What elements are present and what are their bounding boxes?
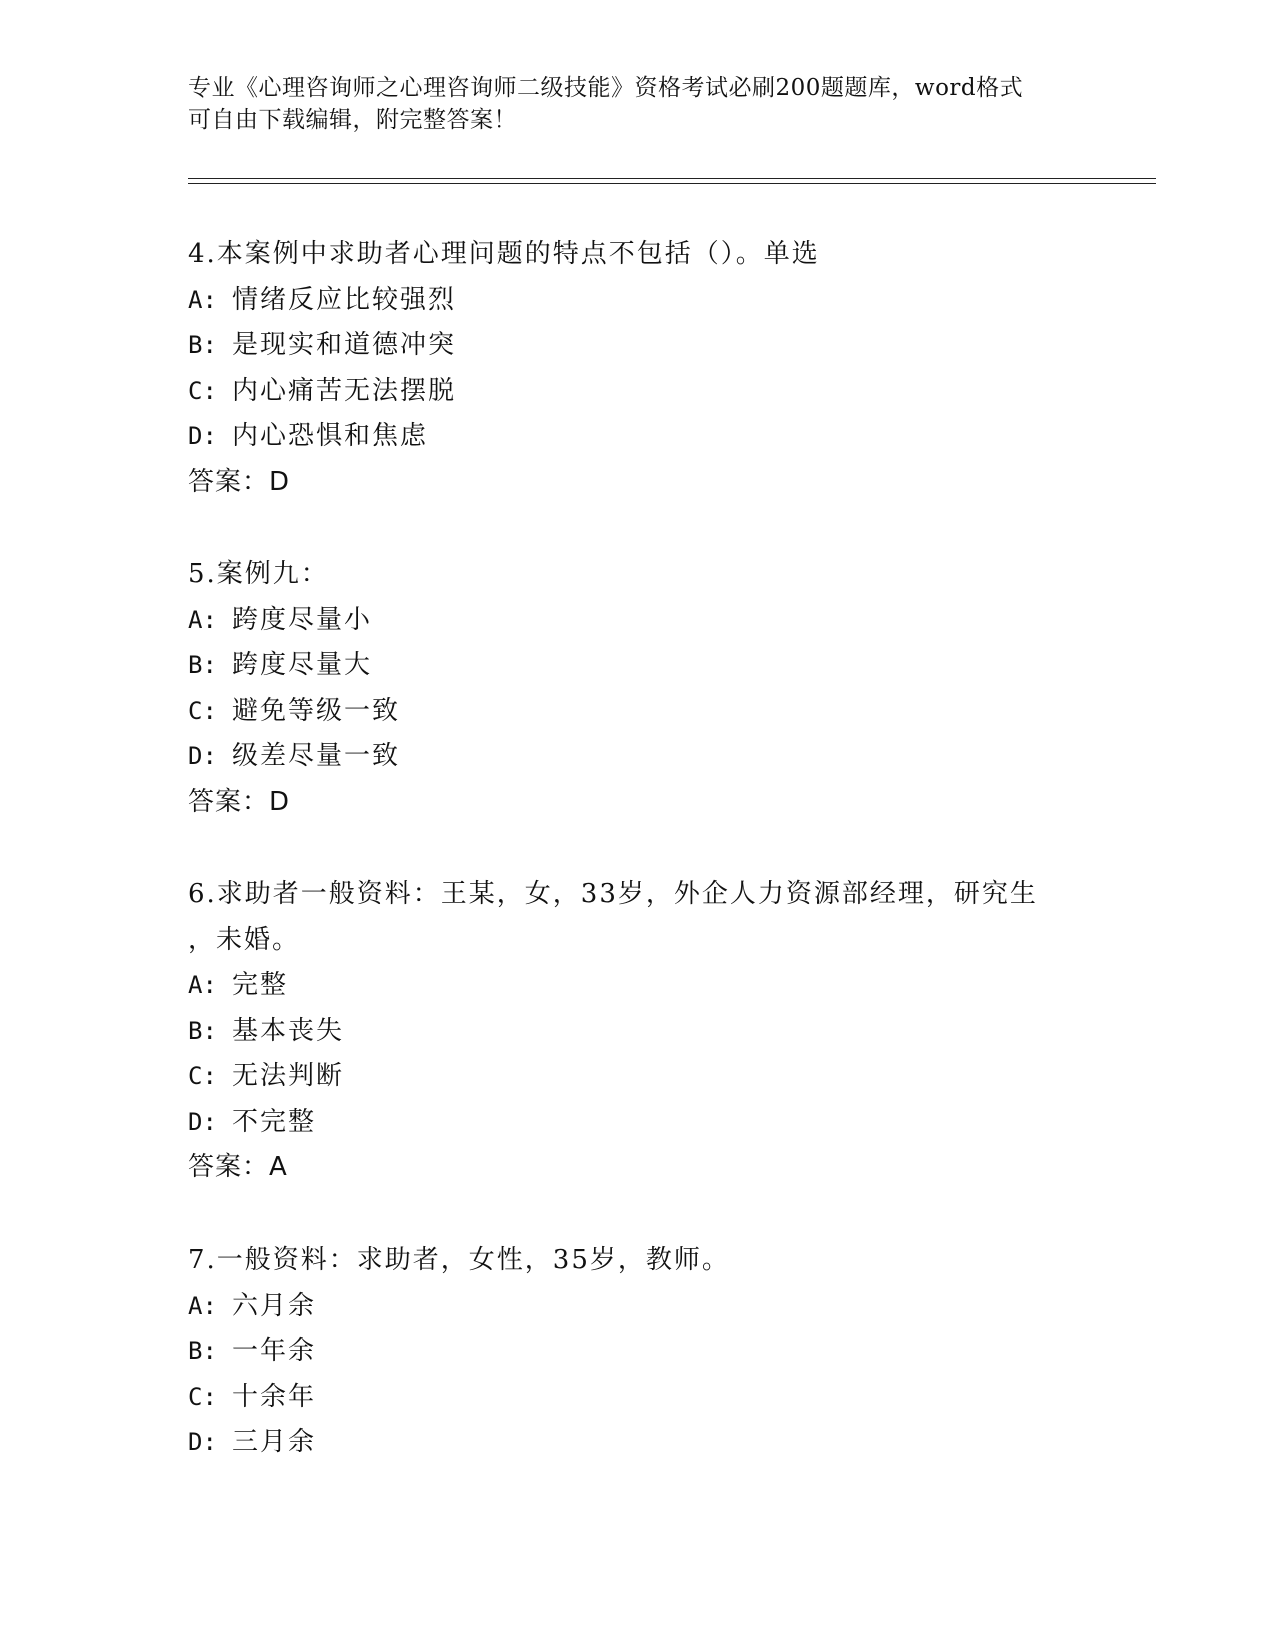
- option-c: [188, 369, 1108, 415]
- question-stem-line-2: ，未婚。: [188, 924, 301, 955]
- option-letter: A:: [188, 971, 217, 999]
- answer-line: 答案：A: [188, 1152, 288, 1182]
- option-text: 六月余: [232, 1290, 317, 1321]
- question-4: [188, 232, 1108, 505]
- option-text: 三月余: [232, 1427, 317, 1457]
- question-stem: 7.一般资料：求助者，女性，35岁，教师。: [188, 1245, 730, 1275]
- question-5: [188, 552, 1108, 825]
- option-b: [188, 1329, 1108, 1375]
- option-letter: D:: [188, 1428, 217, 1456]
- option-d: [188, 414, 1108, 460]
- option-letter: A:: [188, 1291, 217, 1320]
- option-letter: C:: [188, 1382, 217, 1411]
- document-header: [188, 72, 1088, 136]
- option-text: 内心痛苦无法摆脱: [232, 375, 457, 406]
- option-b: [188, 1009, 1108, 1055]
- option-text: 内心恐惧和焦虑: [232, 421, 429, 451]
- question-stem-line-1: 6.求助者一般资料：王某，女，33岁，外企人力资源部经理，研究生: [188, 879, 1038, 909]
- option-letter: C:: [188, 696, 217, 725]
- option-letter: B:: [188, 651, 217, 679]
- option-letter: B:: [188, 331, 217, 359]
- header-line-2: 可自由下载编辑，附完整答案！: [188, 107, 517, 133]
- option-text: 基本丧失: [232, 1015, 345, 1046]
- header-divider-bottom: [188, 183, 1156, 184]
- option-letter: C:: [188, 1062, 217, 1090]
- option-letter: D:: [188, 422, 217, 450]
- option-letter: A:: [188, 285, 217, 314]
- option-c: [188, 1375, 1108, 1421]
- option-letter: A:: [188, 605, 217, 634]
- question-stem: 4.本案例中求助者心理问题的特点不包括（）。单选: [188, 239, 820, 269]
- option-a: [188, 1284, 1108, 1330]
- header-divider-top: [188, 178, 1156, 179]
- option-a: [188, 598, 1108, 644]
- option-text: 一年余: [232, 1336, 317, 1366]
- option-a: [188, 278, 1108, 324]
- option-text: 完整: [232, 970, 289, 1000]
- question-6: [188, 872, 1108, 1191]
- option-a: [188, 963, 1108, 1009]
- option-text: 情绪反应比较强烈: [232, 284, 457, 315]
- option-text: 不完整: [232, 1106, 317, 1137]
- option-letter: B:: [188, 1016, 217, 1045]
- option-letter: C:: [188, 376, 217, 405]
- option-text: 无法判断: [232, 1061, 345, 1091]
- option-text: 是现实和道德冲突: [232, 330, 457, 360]
- option-c: [188, 689, 1108, 735]
- option-text: 跨度尽量大: [232, 650, 373, 680]
- option-text: 避免等级一致: [232, 695, 401, 726]
- option-text: 级差尽量一致: [232, 741, 401, 771]
- option-letter: B:: [188, 1337, 217, 1365]
- option-c: [188, 1054, 1108, 1100]
- header-line-1: 专业《心理咨询师之心理咨询师二级技能》资格考试必刷200题题库，word格式: [188, 75, 1024, 101]
- option-b: [188, 643, 1108, 689]
- question-stem: 5.案例九：: [188, 559, 329, 589]
- option-d: [188, 1420, 1108, 1466]
- option-text: 十余年: [232, 1381, 317, 1412]
- question-7: [188, 1238, 1108, 1466]
- answer-line: 答案：D: [188, 466, 291, 497]
- option-d: [188, 734, 1108, 780]
- option-letter: D:: [188, 742, 217, 770]
- option-d: [188, 1100, 1108, 1146]
- option-text: 跨度尽量小: [232, 604, 373, 635]
- option-b: [188, 323, 1108, 369]
- option-letter: D:: [188, 1107, 217, 1136]
- answer-line: 答案：D: [188, 786, 291, 817]
